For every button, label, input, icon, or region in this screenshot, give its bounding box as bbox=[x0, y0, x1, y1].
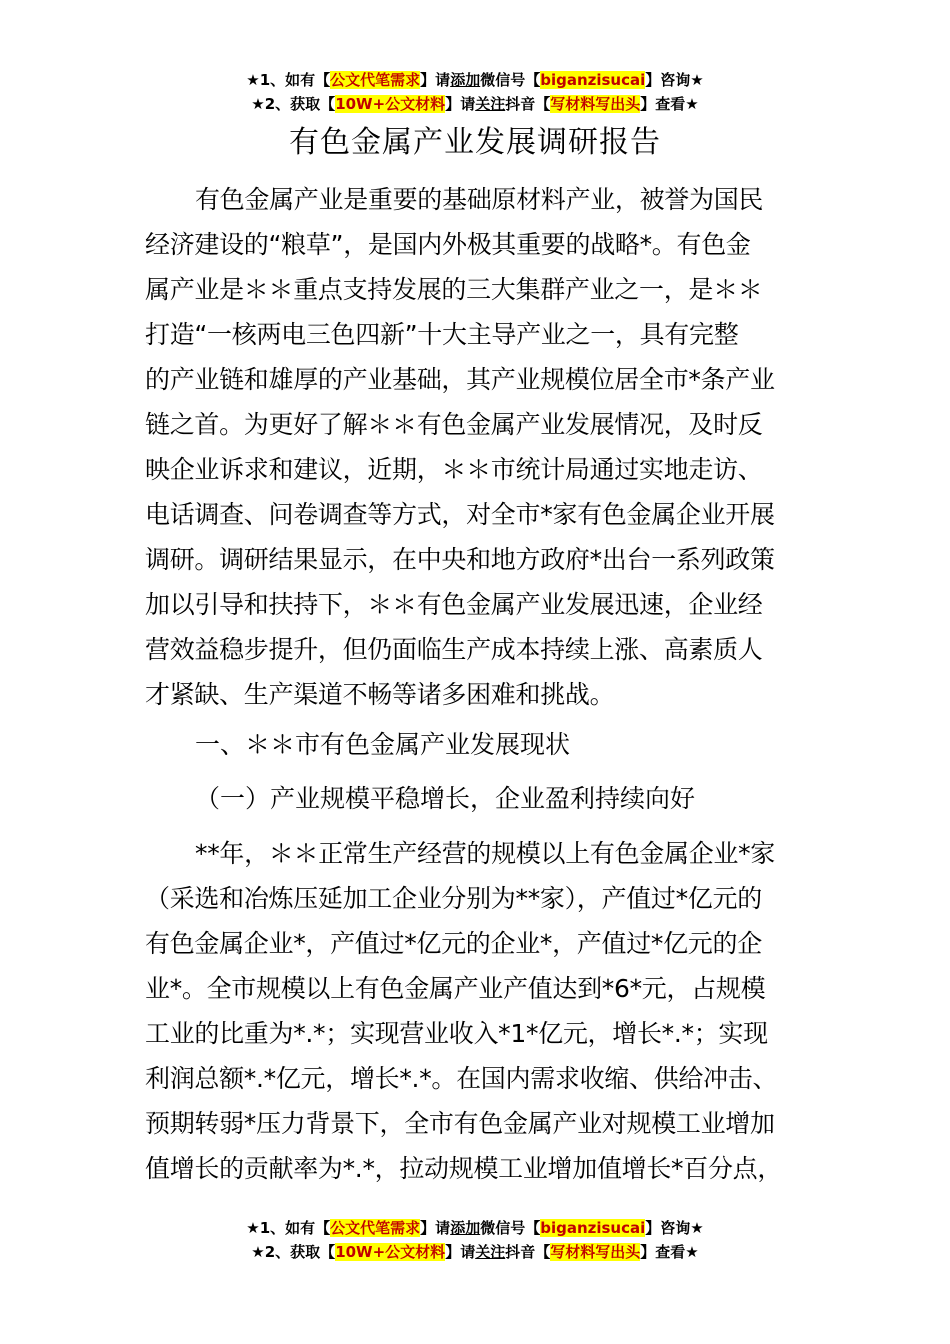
banner-highlight: 写材料写出头 bbox=[550, 95, 641, 113]
text-line: 属产业是＊＊重点支持发展的三大集群产业之一，是＊＊ bbox=[145, 275, 763, 304]
subsection-heading: （一）产业规模平稳增长，企业盈利持续向好 bbox=[195, 784, 696, 813]
banner-line-1 bbox=[0, 1216, 950, 1240]
text-line: 映企业诉求和建议，近期，＊＊市统计局通过实地走访、 bbox=[145, 455, 763, 484]
footer-banner bbox=[0, 1216, 950, 1264]
banner-underlined-text: 添加 bbox=[450, 1219, 481, 1237]
banner-text: ★2、获取【 bbox=[251, 95, 336, 113]
header-banner bbox=[0, 68, 950, 116]
section-heading: 一、＊＊市有色金属产业发展现状 bbox=[195, 730, 571, 759]
text-line: 预期转弱*压力背景下，全市有色金属产业对规模工业增加 bbox=[145, 1109, 775, 1138]
banner-highlight: 公文代笔需求 bbox=[330, 71, 421, 89]
text-line: 营效益稳步提升，但仍面临生产成本持续上涨、高素质人 bbox=[145, 635, 763, 664]
paragraph-intro bbox=[145, 177, 809, 717]
banner-text: 微信号【 bbox=[480, 71, 541, 89]
paragraph-scale bbox=[145, 831, 809, 1191]
banner-highlight: 公文代笔需求 bbox=[330, 1219, 421, 1237]
text-line: 经济建设的“粮草”，是国内外极其重要的战略*。有色金 bbox=[145, 230, 751, 259]
banner-highlight: biganzisucai bbox=[540, 1219, 646, 1237]
text-line: 链之首。为更好了解＊＊有色金属产业发展情况，及时反 bbox=[145, 410, 763, 439]
text-line: **年，＊＊正常生产经营的规模以上有色金属企业*家 bbox=[195, 839, 776, 868]
text-line: （采选和冶炼压延加工企业分别为**家），产值过*亿元的 bbox=[145, 884, 762, 913]
text-line: 业*。全市规模以上有色金属产业产值达到*6*元，占规模 bbox=[145, 974, 766, 1003]
banner-text: 抖音【 bbox=[505, 95, 551, 113]
banner-underlined-text: 关注 bbox=[475, 95, 506, 113]
banner-text: 】咨询★ bbox=[645, 71, 704, 89]
text-line: 工业的比重为*.*；实现营业收入*1*亿元，增长*.*；实现 bbox=[145, 1019, 768, 1048]
text-line: 值增长的贡献率为*.*，拉动规模工业增加值增长*百分点， bbox=[145, 1154, 783, 1183]
banner-line-2 bbox=[0, 1240, 950, 1264]
banner-text: ★2、获取【 bbox=[251, 1243, 336, 1261]
banner-line-2 bbox=[0, 92, 950, 116]
banner-text: 】咨询★ bbox=[645, 1219, 704, 1237]
text-line: 加以引导和扶持下，＊＊有色金属产业发展迅速，企业经 bbox=[145, 590, 763, 619]
banner-underlined-text: 添加 bbox=[450, 71, 481, 89]
text-line: 的产业链和雄厚的产业基础，其产业规模位居全市*条产业 bbox=[145, 365, 775, 394]
banner-line-1 bbox=[0, 68, 950, 92]
text-line: 利润总额*.*亿元，增长*.*。在国内需求收缩、供给冲击、 bbox=[145, 1064, 778, 1093]
text-line: 打造“一核两电三色四新”十大主导产业之一，具有完整 bbox=[145, 320, 739, 349]
text-line: 调研。调研结果显示，在中央和地方政府*出台一系列政策 bbox=[145, 545, 775, 574]
banner-highlight: 写材料写出头 bbox=[550, 1243, 641, 1261]
banner-highlight: biganzisucai bbox=[540, 71, 646, 89]
banner-text: 】请 bbox=[445, 95, 476, 113]
banner-text: 】请 bbox=[420, 71, 451, 89]
banner-underlined-text: 关注 bbox=[475, 1243, 506, 1261]
text-line: 电话调查、问卷调查等方式，对全市*家有色金属企业开展 bbox=[145, 500, 775, 529]
banner-text: ★1、如有【 bbox=[246, 1219, 331, 1237]
banner-highlight: 10W+公文材料 bbox=[335, 1243, 446, 1261]
banner-text: 】请 bbox=[420, 1219, 451, 1237]
banner-text: 】请 bbox=[445, 1243, 476, 1261]
text-line: 有色金属产业是重要的基础原材料产业，被誉为国民 bbox=[195, 185, 764, 214]
document-title: 有色金属产业发展调研报告 bbox=[289, 125, 661, 160]
banner-text: 抖音【 bbox=[505, 1243, 551, 1261]
text-line: 有色金属企业*，产值过*亿元的企业*，产值过*亿元的企 bbox=[145, 929, 762, 958]
banner-text: ★1、如有【 bbox=[246, 71, 331, 89]
banner-highlight: 10W+公文材料 bbox=[335, 95, 446, 113]
text-line: 才紧缺、生产渠道不畅等诸多困难和挑战。 bbox=[145, 680, 615, 709]
banner-text: 】查看★ bbox=[640, 95, 699, 113]
banner-text: 】查看★ bbox=[640, 1243, 699, 1261]
banner-text: 微信号【 bbox=[480, 1219, 541, 1237]
